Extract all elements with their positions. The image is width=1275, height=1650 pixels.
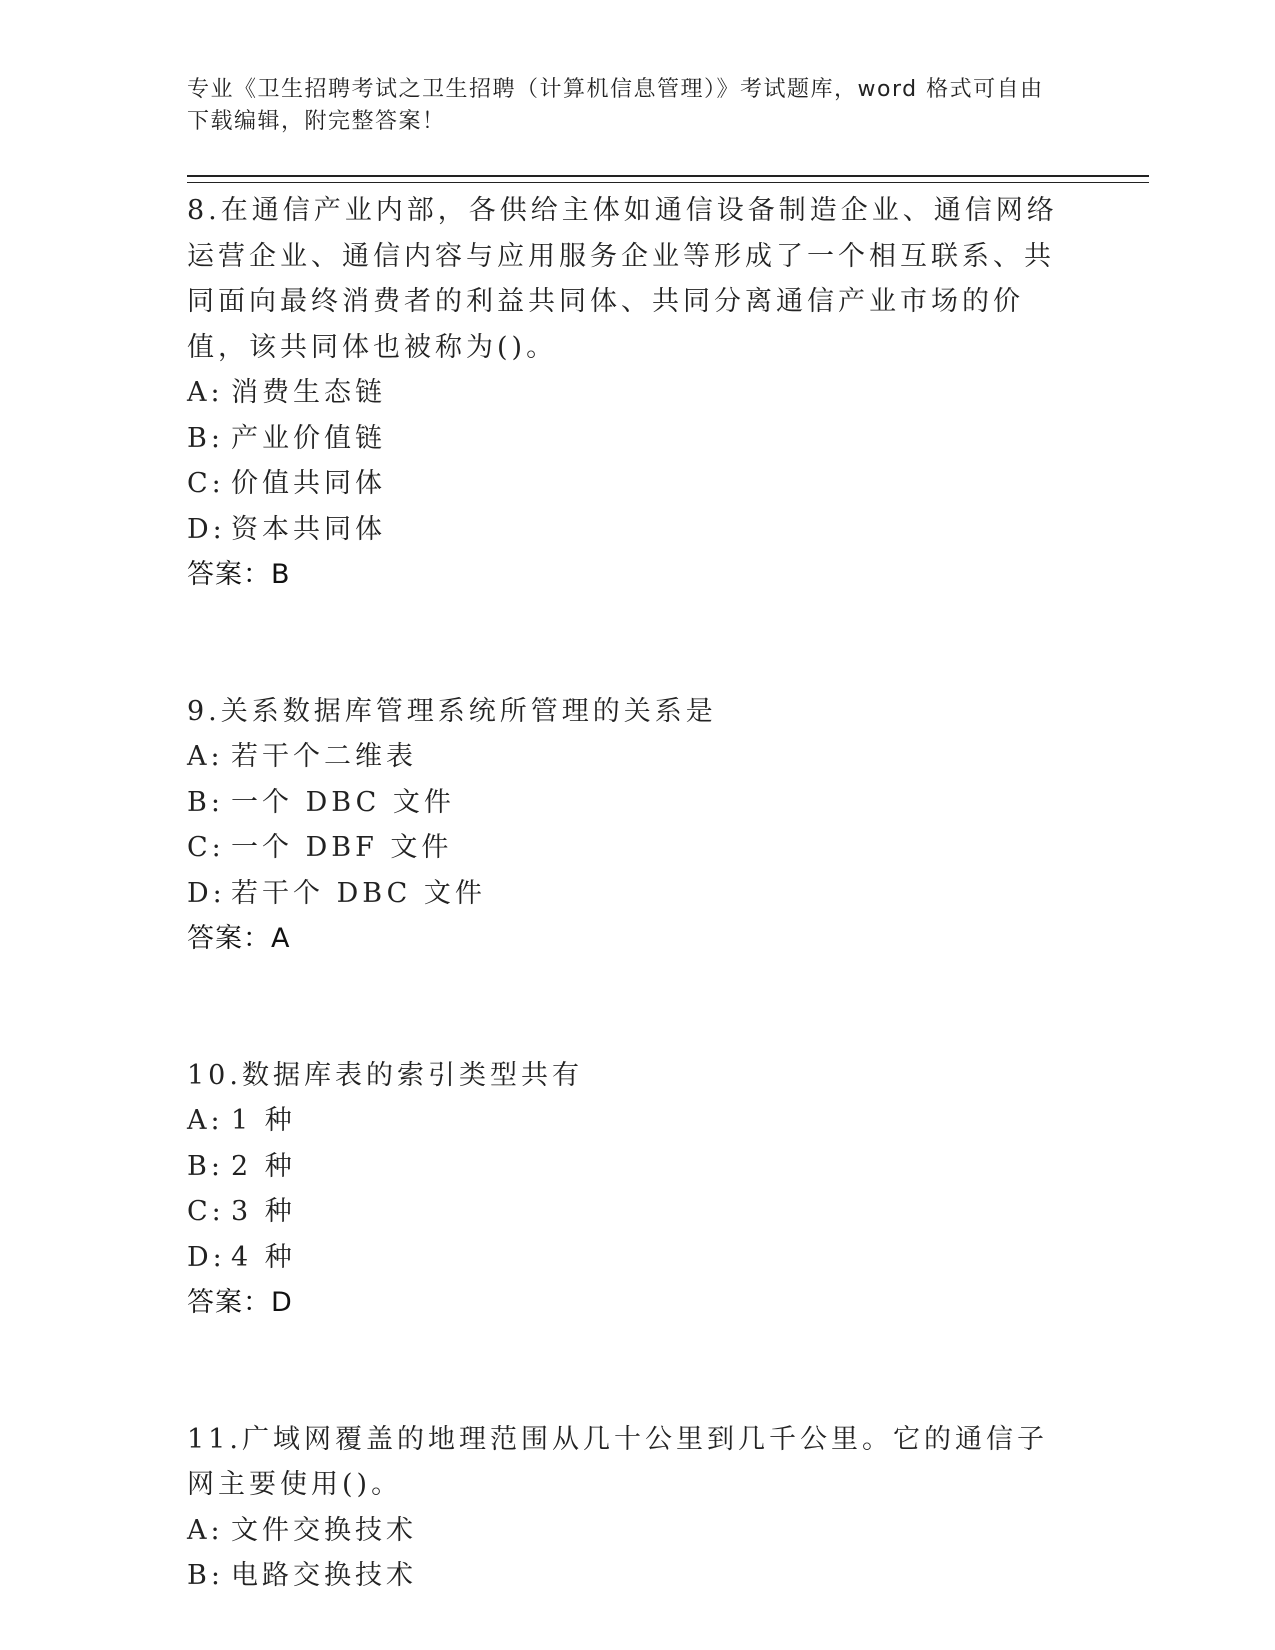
- option-letter: D:: [187, 877, 226, 909]
- option-text: 若干个二维表: [231, 741, 417, 772]
- question-item: [187, 689, 1067, 962]
- option-text: 电路交换技术: [231, 1560, 417, 1591]
- option-letter: A:: [187, 1105, 224, 1136]
- option-text: 价值共同体: [231, 468, 386, 499]
- question-text: 8.在通信产业内部，各供给主体如通信设备制造企业、通信网络运营企业、通信内容与应用服务企业等形成了一个相互联系、共同面向最终消费者的利益共同体、共同分离通信产业市场的价值，该共同体也被称为()。: [187, 195, 1058, 363]
- option-text: 3 种: [231, 1196, 296, 1227]
- question-text: 10.数据库表的索引类型共有: [187, 1059, 583, 1091]
- header-divider-thin: [187, 182, 1149, 183]
- answer-line: 答案：A: [187, 923, 291, 954]
- option-text: 4 种: [231, 1241, 296, 1273]
- option-a: [187, 1098, 1067, 1144]
- option-text: 一个 DBF 文件: [231, 832, 453, 863]
- option-letter: B:: [187, 1560, 224, 1591]
- option-c: [187, 461, 1067, 507]
- option-c: [187, 825, 1067, 871]
- option-text: 消费生态链: [231, 377, 386, 408]
- question-item: [187, 1053, 1067, 1326]
- option-letter: B:: [187, 786, 224, 818]
- option-a: [187, 370, 1067, 416]
- answer-line: 答案：B: [187, 559, 291, 590]
- option-letter: A:: [187, 741, 224, 772]
- option-d: [187, 1235, 1067, 1281]
- option-a: [187, 734, 1067, 780]
- question-list: [187, 188, 1067, 1599]
- question-text: 11.广域网覆盖的地理范围从几十公里到几千公里。它的通信子网主要使用()。: [187, 1423, 1048, 1500]
- option-letter: C:: [187, 468, 225, 499]
- option-d: [187, 871, 1067, 917]
- question-item: [187, 1417, 1067, 1599]
- option-c: [187, 1189, 1067, 1235]
- option-d: [187, 507, 1067, 553]
- option-letter: A:: [187, 377, 224, 408]
- option-letter: D:: [187, 513, 226, 545]
- question-item: [187, 188, 1067, 598]
- option-b: [187, 1553, 1067, 1599]
- option-letter: C:: [187, 1196, 225, 1227]
- option-text: 1 种: [231, 1105, 296, 1136]
- option-text: 文件交换技术: [231, 1514, 417, 1546]
- option-a: [187, 1508, 1067, 1554]
- option-letter: A:: [187, 1514, 224, 1546]
- option-letter: B:: [187, 422, 224, 454]
- header-text: 专业《卫生招聘考试之卫生招聘（计算机信息管理）》考试题库，word 格式可自由下载编辑，附完整答案！: [187, 77, 1044, 134]
- option-text: 一个 DBC 文件: [231, 786, 455, 818]
- document-header: [187, 74, 1067, 138]
- option-text: 资本共同体: [231, 513, 386, 545]
- option-text: 若干个 DBC 文件: [231, 877, 486, 909]
- option-letter: C:: [187, 832, 225, 863]
- option-b: [187, 416, 1067, 462]
- option-text: 产业价值链: [231, 422, 386, 454]
- header-divider-thick: [187, 175, 1149, 177]
- question-text: 9.关系数据库管理系统所管理的关系是: [187, 695, 717, 727]
- option-letter: D:: [187, 1241, 226, 1273]
- option-b: [187, 1144, 1067, 1190]
- option-text: 2 种: [231, 1150, 296, 1182]
- option-b: [187, 780, 1067, 826]
- option-letter: B:: [187, 1150, 224, 1182]
- answer-line: 答案：D: [187, 1287, 293, 1318]
